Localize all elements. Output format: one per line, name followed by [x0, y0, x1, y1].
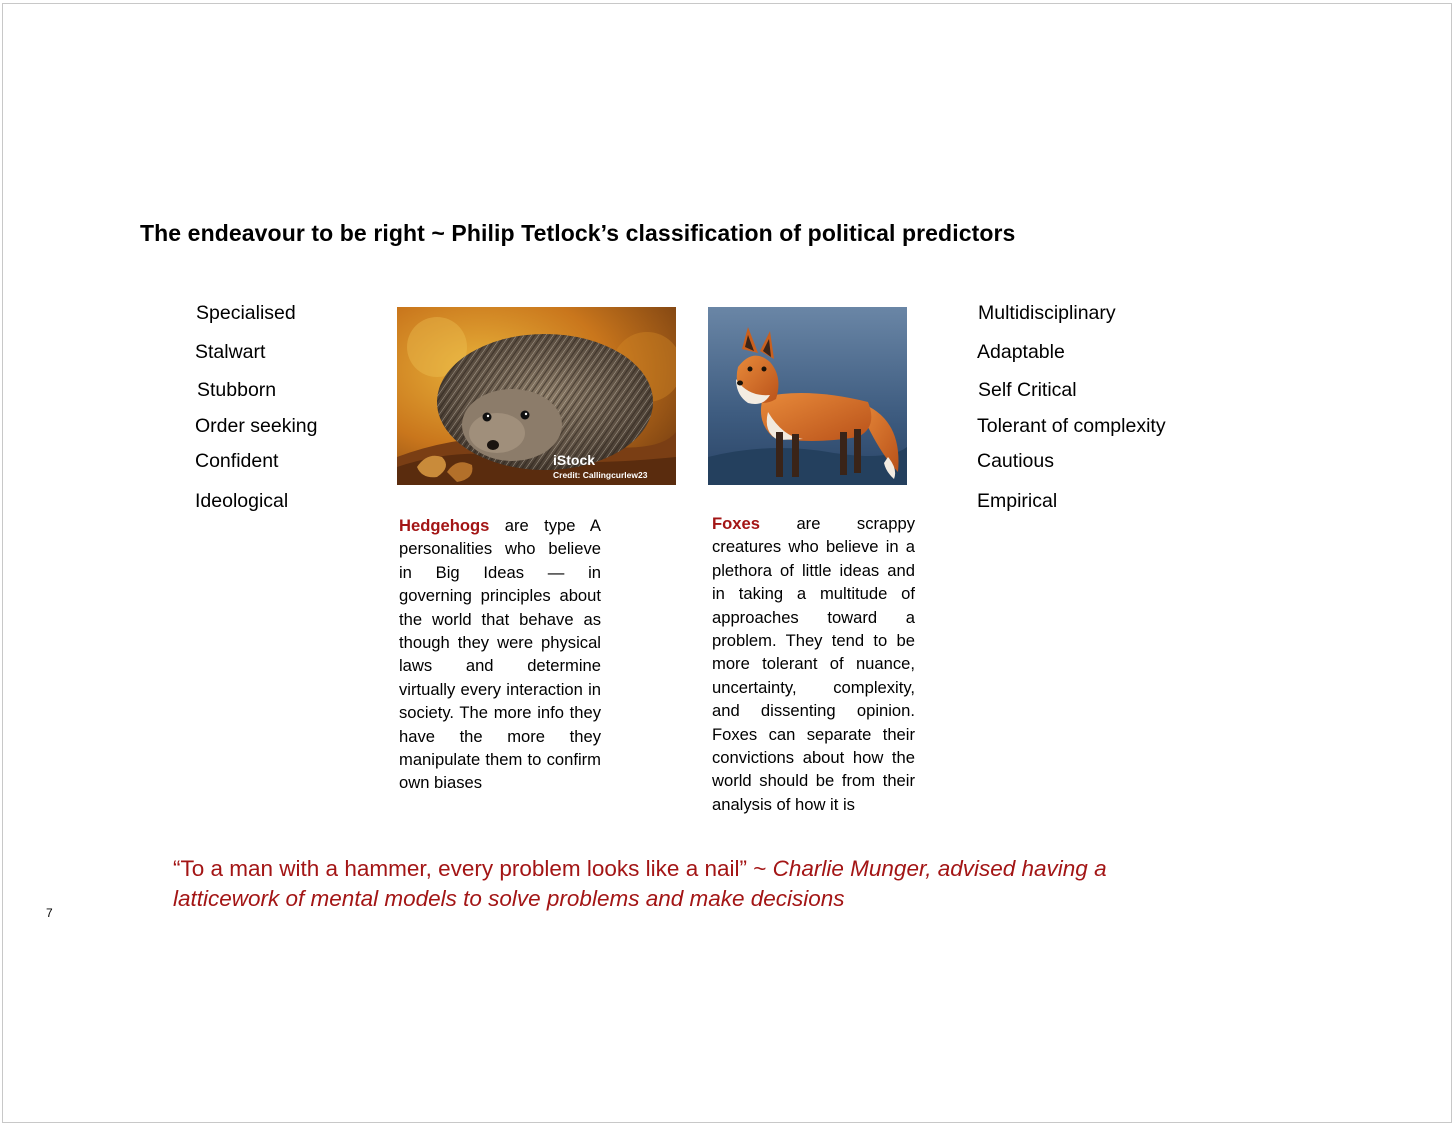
quote-attribution: Charlie Munger, advised having a latticework of mental models to solve problems and make decisions [173, 856, 1107, 911]
fox-trait: Tolerant of complexity [977, 415, 1166, 437]
hedgehog-trait: Ideological [195, 490, 289, 512]
photo-credit: Credit: Callingcurlew23 [553, 470, 648, 480]
fox-trait: Self Critical [978, 379, 1077, 401]
hedgehog-trait: Specialised [196, 302, 296, 324]
hedgehog-trait: Stubborn [197, 379, 277, 401]
hedgehog-text: are type A personalities who believe in Big Ideas — in governing principles about the world that behave as though they were physical laws and determine virtually every interaction in society. The more info they have the more they manipulate them to confirm own biases [399, 516, 601, 793]
istock-watermark: iStock [553, 452, 596, 468]
fox-text: are scrappy creatures who believe in a plethora of little ideas and in taking a multitude of approaches toward a problem. They tend to be more tolerant of nuance, uncertainty, complexity, and dissenting opinion. Foxes can separate their convictions about how the world should be from their analysis of how it is [712, 514, 915, 814]
fox-description [712, 512, 915, 816]
hedgehog-photo [397, 307, 676, 485]
quote-text: “To a man with a hammer, every problem looks like a nail” ~ [173, 856, 773, 881]
fox-trait: Cautious [977, 450, 1054, 472]
fox-trait: Multidisciplinary [978, 302, 1116, 324]
fox-lead: Foxes [712, 514, 760, 533]
fox-photo [708, 307, 907, 485]
hedgehog-description [399, 514, 601, 795]
fox-trait: Empirical [977, 490, 1058, 512]
hedgehog-trait: Confident [195, 450, 279, 472]
hedgehog-lead: Hedgehogs [399, 516, 490, 535]
page-number: 7 [46, 906, 53, 920]
hedgehog-trait: Stalwart [195, 341, 266, 363]
fox-trait: Adaptable [977, 341, 1065, 363]
munger-quote [173, 854, 1173, 914]
hedgehog-trait: Order seeking [195, 415, 318, 437]
slide-title: The endeavour to be right ~ Philip Tetlock’s classification of political predictors [140, 220, 1016, 246]
